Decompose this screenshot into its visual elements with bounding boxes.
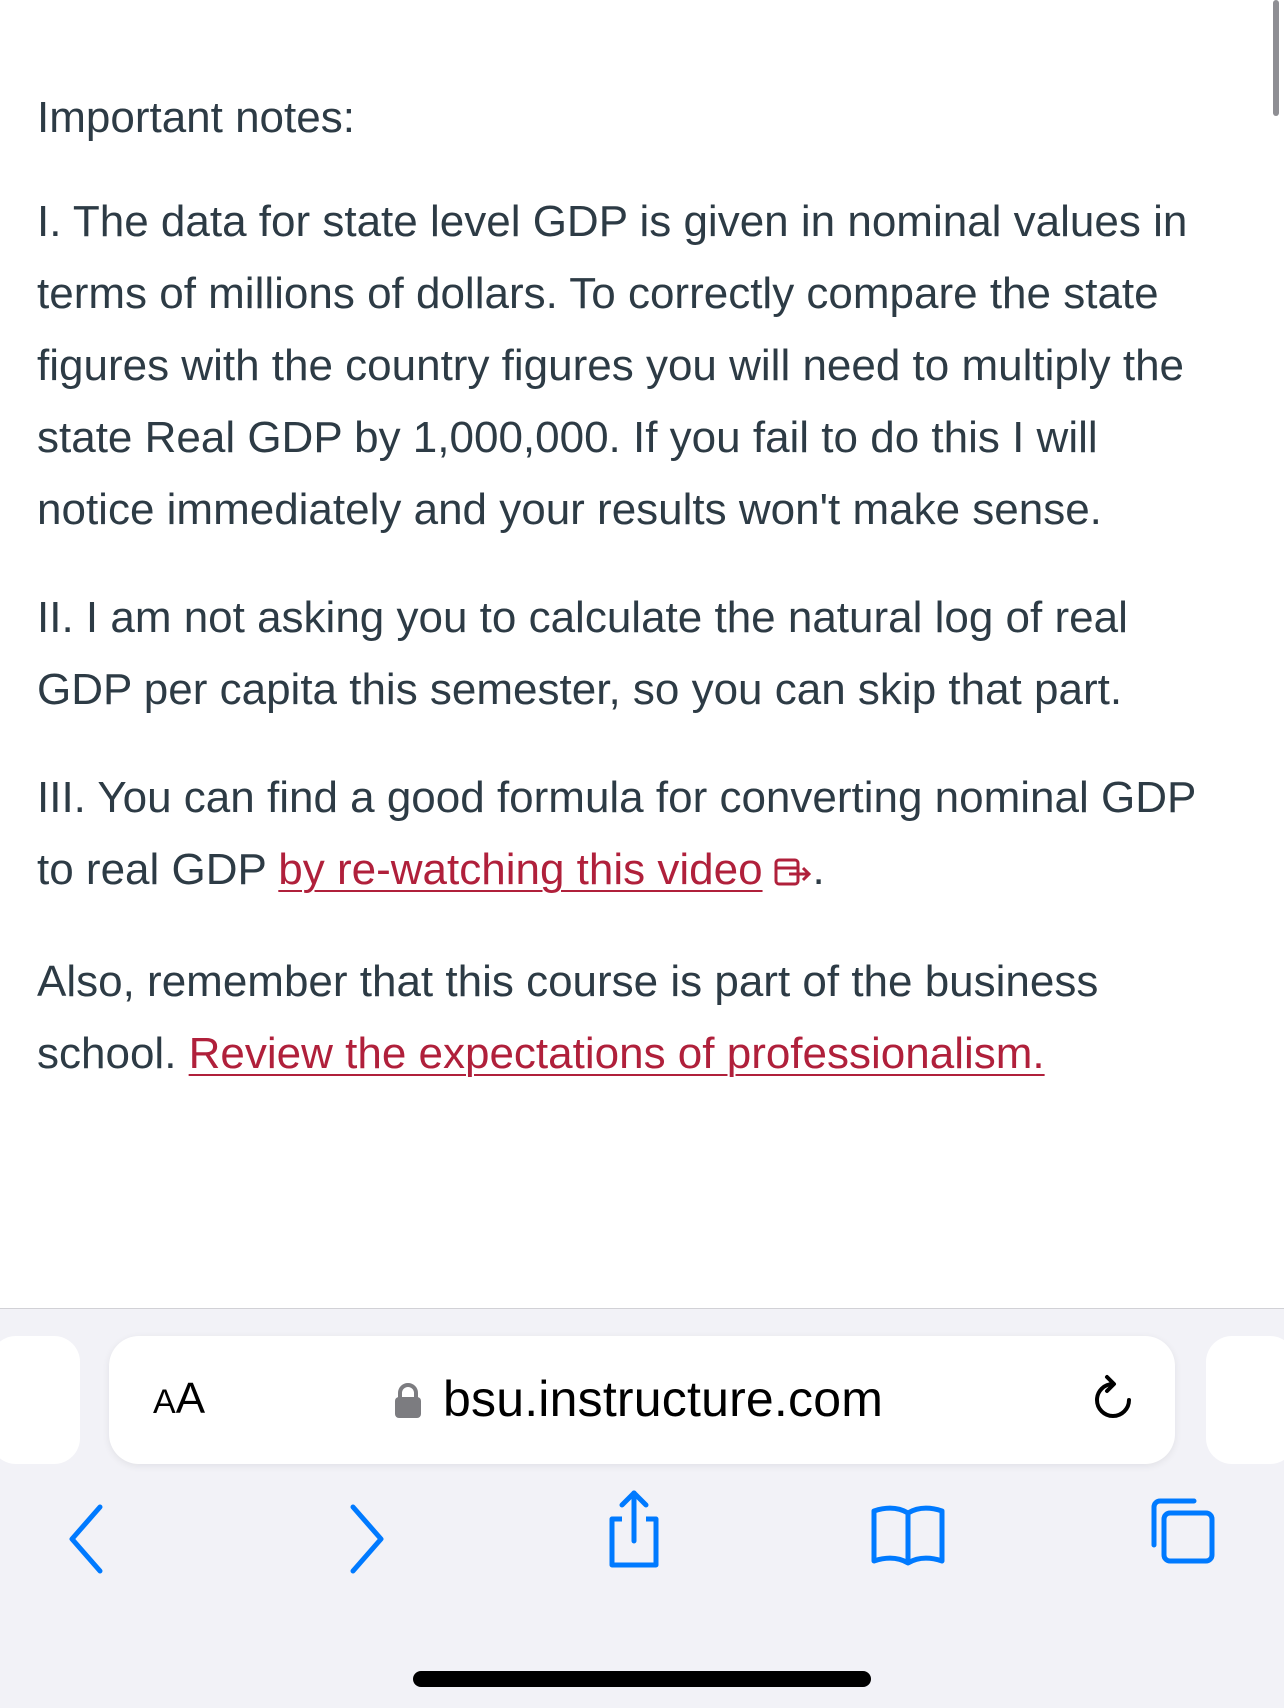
- note-paragraph-2: II. I am not asking you to calculate the natural log of real GDP per capita this semester, so you can skip that part.: [37, 593, 1128, 714]
- scroll-indicator[interactable]: [1273, 0, 1279, 116]
- address-bar[interactable]: [109, 1336, 1175, 1464]
- browser-nav-row: [0, 1499, 1284, 1589]
- tabs-icon[interactable]: [1144, 1495, 1220, 1576]
- external-link-icon[interactable]: [773, 838, 813, 910]
- note-paragraph-4: [37, 946, 1227, 1090]
- previous-tab-pill[interactable]: [0, 1336, 80, 1464]
- forward-icon[interactable]: [345, 1499, 389, 1584]
- page-content: [37, 70, 1227, 1126]
- note-paragraph-1: I. The data for state level GDP is given in nominal values in terms of millions of dollars. To correctly compare the state figures with the country figures you will need to multiply the state Real GDP by 1,000,000. If you fail to do this I will notice immediately and your results won't make sense.: [37, 197, 1188, 534]
- lock-icon: [393, 1382, 423, 1425]
- professionalism-link[interactable]: Review the expectations of professionalism.: [188, 1029, 1045, 1078]
- home-indicator[interactable]: [413, 1671, 871, 1687]
- share-icon[interactable]: [604, 1489, 664, 1574]
- reload-icon[interactable]: [1089, 1374, 1137, 1431]
- next-tab-pill[interactable]: [1206, 1336, 1284, 1464]
- video-link[interactable]: by re-watching this video: [278, 845, 763, 894]
- note-paragraph-3: [37, 762, 1227, 910]
- back-icon[interactable]: [64, 1499, 108, 1584]
- notes-heading: Important notes:: [37, 93, 355, 142]
- note-paragraph-3-text: III. You can find a good formula for converting nominal GDP to real GDP: [37, 773, 1196, 894]
- browser-toolbar: [0, 1308, 1284, 1708]
- url-text[interactable]: bsu.instructure.com: [443, 1371, 884, 1427]
- note-paragraph-4-text: Also, remember that this course is part of the business school.: [37, 957, 1099, 1078]
- text-size-button[interactable]: AA: [153, 1374, 206, 1423]
- note-paragraph-3-end: .: [812, 845, 825, 894]
- bookmarks-icon[interactable]: [870, 1499, 946, 1574]
